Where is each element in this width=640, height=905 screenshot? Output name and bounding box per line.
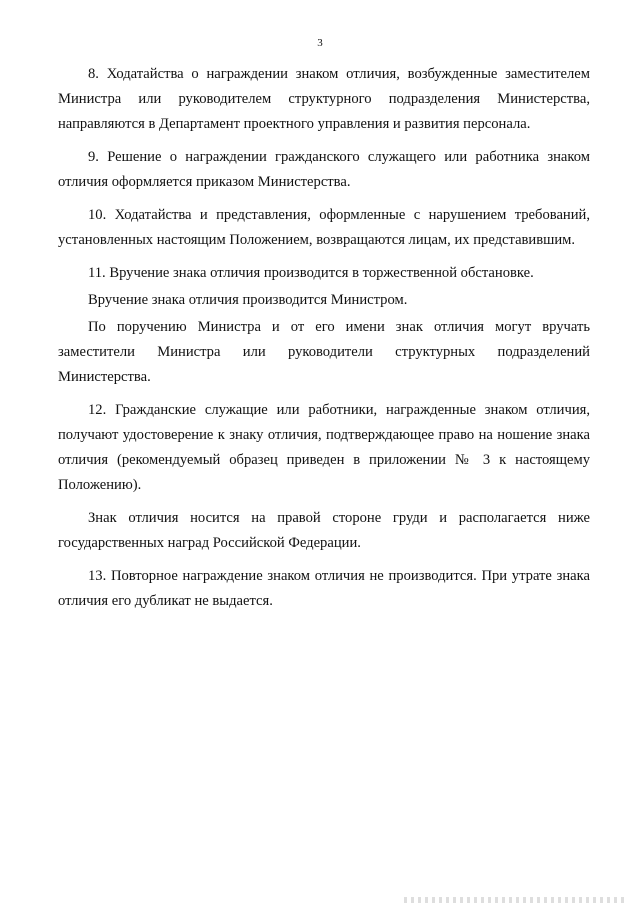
paragraph-13: 13. Повторное награждение знаком отличия не производится. При утрате знака отличия его дубликат не выдается.	[58, 568, 590, 609]
paragraph-8: 8. Ходатайства о награждении знаком отличия, возбужденные заместителем Министра или руководителем структурного подразделения Министерства, направляются в Департамент проектного управления и развития персонала.	[58, 66, 590, 132]
paragraph-11-presenter: Вручение знака отличия производится Министром.	[88, 292, 408, 308]
paragraph-12: 12. Гражданские служащие или работники, награжденные знаком отличия, получают удостоверение к знаку отличия, подтверждающее право на ношение знака отличия (рекомендуемый образец приведен в приложении № 3 к настоящему Положению).	[58, 402, 590, 493]
document-body	[58, 62, 590, 622]
paragraph-10: 10. Ходатайства и представления, оформленные с нарушением требований, установленных настоящим Положением, возвращаются лицам, их представившим.	[58, 207, 590, 248]
paragraph-9: 9. Решение о награждении гражданского служащего или работника знаком отличия оформляется приказом Министерства.	[58, 149, 590, 190]
paragraph-11-delegation: По поручению Министра и от его имени знак отличия могут вручать заместители Министра или руководители структурных подразделений Министерства.	[58, 319, 590, 385]
paragraph-12-wearing: Знак отличия носится на правой стороне груди и располагается ниже государственных наград Российской Федерации.	[58, 510, 590, 551]
paragraph-11: 11. Вручение знака отличия производится в торжественной обстановке.	[88, 265, 534, 281]
scan-edge-mark	[404, 897, 624, 903]
page-number: 3	[317, 37, 323, 49]
